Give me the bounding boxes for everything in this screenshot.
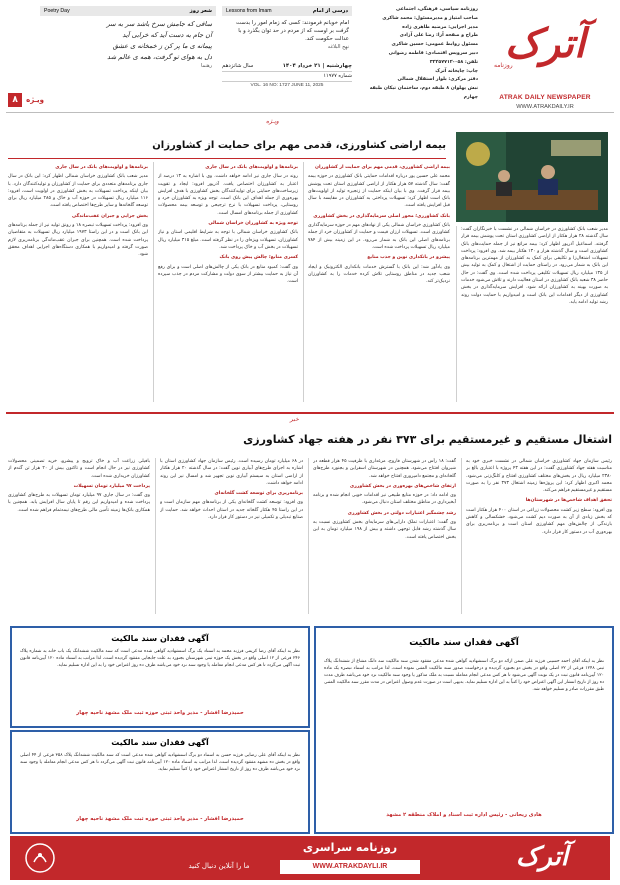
page-label: ویـژه (26, 96, 44, 104)
ad-left-1 (10, 626, 310, 728)
article-1-col-4: برنامه‌ها و اولویت‌های بانک در سال جاری مدیر شعب بانک کشاورزی خراسان شمالی اظهار کرد: این بانک در سال جاری برنامه‌های متعددی برای حمایت از کشاورزان و تولیدکنندگان دارد. با بیان اینکه پرداخت تسهیلات به بخش کشاورزی در اولویت است، افزود: ۱۱۶ میلیارد ریال تسهیلات در حوزه آب و خاک و ۲۸۵ میلیارد ریال برای توسعه گلخانه‌ها و سایر طرح‌ها اختصاص یافته است. بخش جزایی و جبران عقب‌ماندگی وی افزود: پرداخت تسهیلات تبصره ۱۸ و رونق تولید نیز از جمله برنامه‌های این بانک است و در این راستا ۱۹۷۳ میلیارد ریال تسهیلات به متقاضیان پرداخت شده است. همچنین برای جبران عقب‌ماندگی برنامه‌ریزی لازم صورت گرفته و امیدواریم با همکاری دستگاه‌های اجرایی اهداف محقق شود. (8, 165, 148, 258)
article-2-rubric: خبر (290, 416, 299, 423)
lessons-en: Lessons from Imam (226, 8, 272, 14)
article-1-rubric: ویـژه (266, 118, 279, 125)
emblem-icon (24, 842, 56, 874)
paper-url: WWW.ATRAKDAILY.IR (516, 104, 574, 110)
page-number: ۸ (8, 93, 22, 107)
masthead (0, 0, 620, 118)
year-fa: سال شانزدهم (222, 63, 254, 69)
article-1-col-2: بیمه اراضی کشاورزی، قدمی مهم برای حمایت از کشاورزان محمد علی حسین پور درباره اقدامات حمایتی بانک کشاورزی در حوزه بیمه گفت: سال گذشته ۵۷ هزار هکتار از اراضی کشاورزی استان تحت پوشش بیمه قرار گرفت. وی با بیان اینکه حمایت از زنجیره تولید از اولویت‌های بانک است اظهار کرد: تسهیلات پرداختی به کشاورزان در مقایسه با سال قبل افزایش یافته است. بانک کشاورزی؛ محور اصلی سرمایه‌گذاری در بخش کشاورزی بانک کشاورزی خراسان شمالی یکی از نهادهای مهم در حوزه سرمایه‌گذاری کشاورزی است. تسهیلات ارزان قیمت و حمایت از کشاورزان خرد از جمله برنامه‌های اصلی این بانک به شمار می‌رود. در این زمینه بیش از ۷۸۴ میلیارد ریال تسهیلات پرداخت شده است. پیشرو در بانکداری نوین و جذب منابع وی یادآور شد: این بانک با گسترش خدمات بانکداری الکترونیک و ایجاد شعب جدید در مناطق روستایی تلاش کرده خدمات را به کشاورزان نزدیک‌تر کند. (308, 165, 450, 285)
date-box (222, 62, 352, 106)
ad-left-1-signature: حمیدرضا افشار - مدیر واحد ثبتی حوزه ثبت ملک مشهد ناحیه چهار (76, 710, 244, 716)
article-1-photo (456, 132, 608, 222)
article-1 (0, 118, 620, 406)
poem-line: ساقی که جامش سرخ باشد سر به سر (106, 20, 212, 28)
article-2 (0, 408, 620, 618)
staff-line: مسئول روابط عمومی: حسین شاکری (391, 42, 478, 48)
staff-line: دبیر سرویس اقتصادی: فاطمه رضوانی (388, 50, 478, 56)
staff-line: طراح و صفحه آرا: رضا علی آزادی (399, 33, 478, 39)
issue-fa: شماره ۱۱۹۷۷ (323, 73, 352, 79)
article-1-col-3: برنامه‌ها و اولویت‌های بانک در سال جاری روند در سال جاری نیز ادامه خواهد داشت. وی با اشاره به ۱۳ درصد از اعتبار به کشاورزان اختصاص یافت. آذرپور افزود: ایجاد و تقویت زیرساخت‌های حمایتی برای تولیدکنندگان بخش کشاورزی با هدف افزایش بهره‌وری از جمله اهداف این بانک است. توجه ویژه به کشاورزان خرد و روستایی، پرداخت تسهیلات با نرخ ترجیحی و توسعه بیمه محصولات کشاورزی از جمله برنامه‌های امسال است. توجه ویژه به کشاورزان خراسان شمالی بانک کشاورزی خراسان شمالی با توجه به شرایط اقلیمی استان و نیاز کشاورزان، تسهیلات ویژه‌ای را در نظر گرفته است. مبلغ ۳۱۵ میلیارد ریال تسهیلات در بخش آب و خاک پرداخت شد. کسری منابع؛ چالش پیش روی بانک وی گفت: کمبود منابع در بانک یکی از چالش‌های اصلی است و برای رفع آن نیاز به حمایت بیشتر از سوی دولت و مشارکت مردم در جذب سپرده است. (158, 165, 298, 285)
article-2-col-1: رئیس سازمان جهاد کشاورزی خراسان شمالی در نشست خبری خود به مناسبت هفته جهاد کشاورزی گفت: در این هفته ۴۳ پروژه با اعتباری بالغ بر ۲۳۸۰ میلیارد ریال در بخش‌های مختلف کشاورزی افتتاح و کلنگ‌زنی می‌شود. محمد اکبری اظهار کرد: این پروژه‌ها زمینه اشتغال ۳۷۳ نفر را به صورت مستقیم و غیرمستقیم فراهم می‌کند. تحقق اهداف شاخص‌ها در شهرستان‌ها وی افزود: سطح زیر کشت محصولات زراعی در استان ۴۰۰ هزار هکتار است که بخش زیادی از آن به صورت دیم کشت می‌شود. خشکسالی و کاهش بارندگی از چالش‌های مهم کشاورزی استان است و برنامه‌ریزی برای بهره‌وری آب در دستور کار قرار دارد. (466, 459, 612, 535)
lessons-box (222, 6, 352, 60)
ad-right-title: آگهی فقدان سند مالکیت (409, 638, 519, 648)
article-2-col-4: بافیلی زراعت آب و خاک ترویج و پیشرو، خرید تضمینی محصولات کشاورزی نیز در حال انجام است و تاکنون بیش از ۲۰ هزار تن گندم از کشاورزان خریداری شده است. پرداخت ۹۷ میلیارد تومان تسهیلات وی گفت: در سال جاری ۹۷ میلیارد تومان تسهیلات به طرح‌های کشاورزی پرداخت شده و امیدواریم این رقم تا پایان سال افزایش یابد. همچنین با همکاری بانک‌ها زمینه تأمین مالی طرح‌های نیمه‌تمام فراهم شده است. (8, 459, 150, 513)
footer-brand: روزنامه سراسری (302, 841, 398, 854)
ad-right-text: نظر به اینکه آقای احمد حسینی فرزند علی ضمن ارائه دو برگ استشهادیه گواهی شده مدعی مفقود شدن سند مالکیت سه دانگ مشاع از ششدانگ پلاک ثبتی ۱۲۴۸ فرعی از ۳۲ اصلی واقع در بخش دو بجنورد گردیده و درخواست صدور سند مالکیت المثنی نموده است، لذا مراتب به استناد تبصره یک ماده ۱۲۰ آیین‌نامه قانون ثبت در یک نوبت آگهی می‌شود تا هر کس مدعی انجام معامله نسبت به ملک مذکور یا وجود سند مالکیت نزد خود می‌باشد ظرف مدت ده روز از تاریخ انتشار این آگهی اعتراض خود را کتباً به این اداره تسلیم نماید. بدیهی است در صورت عدم وصول اعتراض در مدت مقرر سند مالکیت المثنی طبق مقررات صادر و تسلیم خواهد شد. (324, 659, 604, 692)
ad-right-signature: هادی ریحانی - رئیس اداره ثبت اسناد و املاک منطقه ۲ مشهد (386, 812, 542, 818)
logo-sub: روزنامه (494, 62, 513, 69)
lessons-title: درسی از امام (312, 8, 348, 14)
footer-emblem (24, 842, 56, 874)
footer-url: WWW.ATRAKDAYLI.IR (280, 860, 420, 874)
logo (486, 20, 604, 82)
poem-poet: رهنما (201, 63, 212, 69)
staff-line: مدیر اجرایی: مرضیه طاهری زاده (402, 24, 478, 30)
staff-box (360, 6, 478, 106)
poem-line: آن جام به دست آید که خرابی آید (122, 31, 212, 39)
meeting-photo-graphic (456, 132, 608, 222)
lessons-source: نهج البلاغه (327, 44, 349, 50)
poem-line: دل به هوای تو گرفت، همه ی عالم شد (107, 53, 212, 61)
poem-line: پیمانه ی ما پر کن ز خمخانه ی عشق (112, 42, 212, 50)
staff-line: تلفن: ۰۵۸-۳۲۲۵۷۷۱۲ (429, 59, 478, 65)
article-2-col-2: گفت: ۱۸ رأس در شهرستان فاروج، مرغداری با ظرفیت ۴۵ هزار قطعه در شیروان افتتاح می‌شود. همچنین در شهرستان اسفراین و بجنورد طرح‌های گلخانه‌ای و مجتمع دامپروری افتتاح خواهد شد. ارتقای شاخص‌های بهره‌وری در بخش کشاورزی وی ادامه داد: در حوزه منابع طبیعی نیز اقدامات خوبی انجام شده و برنامه آبخیزداری در مناطق مختلف استان دنبال می‌شود. رشد چشمگیر اعتبارات دولتی در بخش کشاورزی وی گفت: اعتبارات تملک دارایی‌های سرمایه‌ای بخش کشاورزی نسبت به سال گذشته رشد قابل توجهی داشته و بیش از ۱۹۸ میلیارد تومان به این بخش اختصاص یافته است. (313, 459, 456, 540)
ad-left-1-text: نظر به اینکه آقای رضا کریمی فرزند محمد به استناد یک برگ استشهادیه گواهی شده مدعی است که سند مالکیت ششدانگ یک باب خانه به شماره پلاک ۲۴۶ فرعی از ۱۲ اصلی واقع در بخش یک حوزه ثبتی شهرستان بجنورد به علت جابجایی مفقود گردیده است، لذا مراتب به استناد ماده ۱۲۰ آیین‌نامه قانون ثبت آگهی می‌گردد تا هر کس مدعی انجام معامله یا وجود سند نزد خود می‌باشد ظرف ده روز اعتراض خود را به این اداره تسلیم نماید. (20, 649, 300, 668)
logo-text: آترک (504, 20, 586, 67)
footer-logo: آترک (515, 842, 569, 872)
ad-left-2-signature: حمیدرضا افشار - مدیر واحد ثبتی حوزه ثبت ملک مشهد ناحیه چهار (76, 816, 244, 822)
lessons-text: امام خوبانم فرمودند: کسی که زمام امور را بدست گرفت بر اوست که از مردم در حد توان بگذرد و با عدالت حکومت کند. (235, 20, 349, 42)
ad-right (314, 626, 614, 834)
staff-line: نبش پهلوان ۸ طبقه دوم، ساختمان تیکان طبقه چهارم (369, 86, 478, 100)
article-1-col-1: مدیر شعب بانک کشاورزی در خراسان شمالی در نشست با خبرنگاران گفت: سال گذشته ۲۸ هزار هکتار از اراضی کشاورزی استان تحت پوشش بیمه قرار گرفتند. اسماعیل آذرپور اظهار کرد: بیمه مراتع نیز از جمله حمایت‌های بانک کشاورزی است و سال گذشته هزار و ۱۳۰ هکتار بیمه شد. وی افزود: پرداخت تسهیلات اشتغال‌زا و تکلیفی برای کمک به کشاورزان از مهمترین برنامه‌های این بانک به شمار می‌رود. در راستای حمایت از اشتغال و کمک به تولید بیش از ۱۳۵ میلیارد ریال تسهیلات تکلیفی پرداخت شده است. وی گفت: در حال حاضر ۳۸ شعبه بانک کشاورزی در استان فعالیت دارند و تلاش می‌شود خدمات به صورت بهینه به کشاورزان ارائه شود. افزایش سرمایه‌گذاری در بخش کشاورزی از دیگر اقدامات این بانک است و امیدواریم با حمایت دولت روند رشد تولید ادامه یابد. (461, 227, 608, 305)
staff-line: روزنامه سیاسی، فرهنگی، اجتماعی (395, 7, 478, 12)
article-1-title: بیمه اراضی کشاورزی، قدمی مهم برای حمایت از کشاورزان (152, 140, 446, 151)
paper-name-en: ATRAK DAILY NEWSPAPER (499, 94, 591, 101)
ad-left-1-title: آگهی فقدان سند مالکیت (111, 634, 209, 643)
article-2-col-3: در ۶۸ میلیارد تومان رسیده است. رئیس سازمان جهاد کشاورزی استان با اشاره به اجرای طرح‌های آبیاری نوین گفت: در سال گذشته ۲۰ هزار هکتار از اراضی استان به سیستم آبیاری نوین تجهیز شد و امسال نیز این روند ادامه خواهد داشت. برنامه‌ریزی برای توسعه کشت گلخانه‌ای وی افزود: توسعه کشت گلخانه‌ای یکی از برنامه‌های مهم سازمان است و در این راستا ۴۵ هکتار گلخانه جدید در استان احداث خواهد شد. حمایت از صنایع تبدیلی و تکمیلی نیز در دستور کار قرار دارد. (160, 459, 303, 521)
ad-left-2-title: آگهی فقدان سند مالکیت (111, 738, 209, 747)
date-en: VOL. 16 NO: 1727 JUNE 11, 2025 (222, 81, 352, 90)
footer-banner (10, 836, 610, 880)
ad-left-2-text: نظر به اینکه آقای علی رضایی فرزند حسن به استناد دو برگ استشهادیه گواهی شده مدعی است که سند مالکیت ششدانگ پلاک ۳۵۸ فرعی از ۴۴ اصلی واقع در بخش ده مشهد مفقود گردیده است، لذا مراتب به استناد ماده ۱۲۰ آیین‌نامه قانون ثبت آگهی می‌گردد تا هر کس مدعی انجام معامله یا وجود سند نزد خود می‌باشد ظرف ده روز از تاریخ انتشار اعتراض خود را کتباً تسلیم نماید. (20, 753, 300, 772)
staff-line: صاحب امتیاز و مدیرمسئول: محمد شاکری (382, 15, 478, 21)
footer-tagline: ما را آنلاین دنبال کنید (188, 862, 250, 870)
page-number-box (6, 92, 44, 108)
article-2-title: اشتغال مستقیم و غیرمستقیم برای ۳۷۳ نفر در هفته جهاد کشاورزی (243, 433, 612, 446)
poem-box (40, 6, 216, 86)
poem-title: شعر روز (189, 8, 212, 14)
staff-line: دفتر مرکزی: بلوار استقلال شمالی (397, 77, 478, 83)
staff-line: چاپ: چاپخانه آترک (435, 68, 478, 74)
poem-en: Poetry Day (44, 8, 70, 14)
date-fa: چهارشنبه | ۲۱ خرداد ۱۴۰۴ (282, 63, 352, 69)
ad-left-2 (10, 730, 310, 834)
